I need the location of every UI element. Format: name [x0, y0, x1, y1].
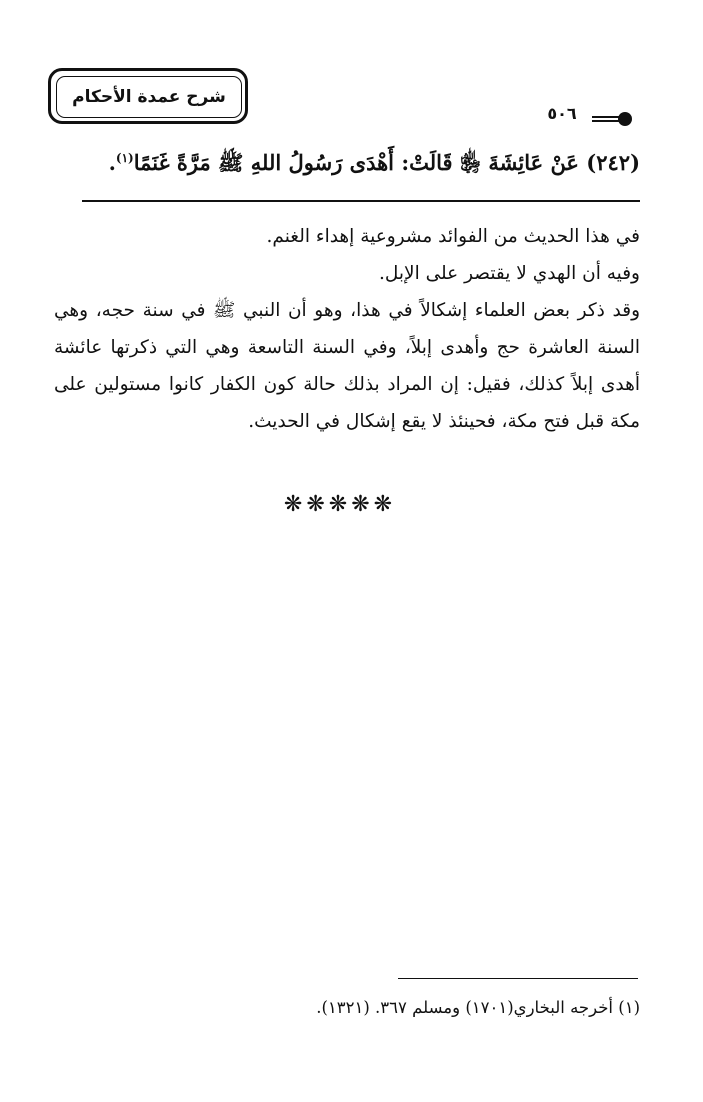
header-ornament-dot — [618, 112, 632, 126]
header-ornament-line — [592, 116, 620, 122]
footnote-divider — [398, 978, 638, 979]
paragraph: وفيه أن الهدي لا يقتصر على الإبل. — [379, 263, 640, 284]
hadith-body: (٢٤٢) عَنْ عَائِشَةَ ﵂ قَالَتْ: أَهْدَى رَسُولُ اللهِ ﷺ مَرَّةً غَنَمًا — [133, 150, 640, 175]
book-title: شرح عمدة الأحكام — [56, 76, 242, 118]
paragraph: وقد ذكر بعض العلماء إشكالاً في هذا، وهو أن النبي ﷺ في سنة حجه، وهي السنة العاشرة حج وأهدى إبلاً، وفي السنة التاسعة وهي التي ذكرتها عائشة أهدى إبلاً كذلك، فقيل: إن المراد بذلك حالة كون الكفار كانوا مستولين على مكة قبل فتح مكة، فحينئذ لا يقع إشكال في الحديث. — [54, 300, 640, 432]
footnote-reference: (١) — [115, 151, 134, 165]
paragraph: في هذا الحديث من الفوائد مشروعية إهداء الغنم. — [266, 226, 640, 247]
section-separator: ❋❋❋❋❋ — [283, 492, 397, 517]
hadith-text — [60, 140, 640, 181]
commentary — [54, 218, 640, 440]
footnote: (١) أخرجه البخاري(١٧٠١) ومسلم ٣٦٧. (١٣٢١). — [316, 998, 640, 1017]
hadith-divider — [82, 200, 640, 202]
hadith-end: . — [108, 150, 116, 175]
page-number: ٥٠٦ — [547, 104, 577, 123]
